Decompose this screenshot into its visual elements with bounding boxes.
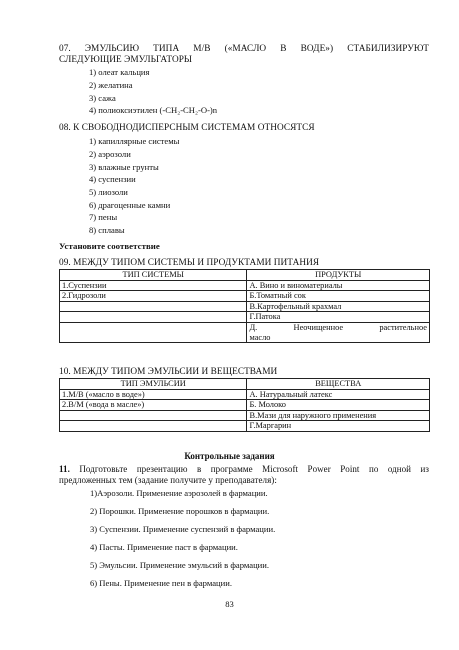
q08-option-1: 1) капиллярные системы [89,136,180,146]
q09-cell-r5-c2-line2: масло [249,332,271,342]
q09-header-products: ПРОДУКТЫ [247,270,430,281]
question-08-title: 08. К СВОБОДНОДИСПЕРСНЫМ СИСТЕМАМ ОТНОСЯТСЯ [59,123,315,133]
q08-option-8: 8) сплавы [89,225,125,235]
task-11-text: Подготовьте презентацию в программе Microsoft Power Point по одной из [69,464,429,474]
q10-cell-r2-c2: Б. Молоко [247,400,430,411]
q07-option-1: 1) олеат кальция [89,67,150,77]
question-09-title: 09. МЕЖДУ ТИПОМ СИСТЕМЫ И ПРОДУКТАМИ ПИТАНИЯ [59,258,320,268]
q08-option-5: 5) лиозоли [89,187,128,197]
question-10-title: 10. МЕЖДУ ТИПОМ ЭМУЛЬСИИ И ВЕЩЕСТВАМИ [59,367,278,377]
q09-header-system: ТИП СИСТЕМЫ [60,270,247,281]
q10-cell-r3-c1 [60,410,247,421]
q09-cell-r4-c1 [60,312,247,323]
q09-cell-r4-c2: Г.Патока [247,312,430,323]
control-tasks-heading: Контрольные задания [184,451,275,461]
q09-cell-r1-c1: 1.Суспензии [60,280,247,291]
q10-cell-r2-c1: 2.В/М («вода в масле») [60,400,247,411]
task-11-number: 11. [59,464,70,474]
topic-5: 5) Эмульсии. Применение эмульсий в фармации. [90,560,270,570]
q08-option-4: 4) суспензии [89,174,136,184]
q10-cell-r4-c2: Г.Маргарин [247,421,430,432]
q10-cell-r1-c2: А. Натуральный латекс [247,389,430,400]
q10-header-substances: ВЕЩЕСТВА [247,379,430,390]
task-11-line1 [59,464,429,475]
topic-6: 6) Пены. Применение пен в фармации. [90,578,232,588]
topic-4: 4) Пасты. Применение паст в фармации. [90,542,238,552]
q09-cell-r2-c1: 2.Гидрозоли [60,291,247,302]
q10-header-emulsion-type: ТИП ЭМУЛЬСИИ [60,379,247,390]
topic-2: 2) Порошки. Применение порошков в фармации. [90,506,270,516]
q09-cell-r5-c2 [247,322,430,342]
q08-option-6: 6) драгоценные камни [89,200,171,210]
q07-option-2: 2) желатина [89,80,133,90]
q09-cell-r5-c2-line1: Д. Неочищенное растительное [249,322,427,332]
q10-cell-r4-c1 [60,421,247,432]
question-07-line2: СЛЕДУЮЩИЕ ЭМУЛЬГАТОРЫ [59,55,193,65]
topic-1: 1)Аэрозоли. Применение аэрозолей в фармации. [90,488,268,498]
q10-cell-r3-c2: В.Мази для наружного применения [247,410,430,421]
q09-cell-r1-c2: А. Вино и виноматериалы [247,280,430,291]
q09-cell-r3-c2: В.Картофельный крахмал [247,301,430,312]
q07-option-3: 3) сажа [89,93,116,103]
question-07-line1: 07. ЭМУЛЬСИЮ ТИПА М/В («МАСЛО В ВОДЕ») СТАБИЛИЗИРУЮТ [59,44,429,54]
q08-option-7: 7) пены [89,212,118,222]
q10-table [59,378,430,432]
q09-table [59,269,430,343]
q08-option-3: 3) влажные грунты [89,162,159,172]
page-number: 83 [225,599,234,609]
topic-3: 3) Суспензии. Применение суспензий в фармации. [90,524,276,534]
q08-option-2: 2) аэрозоли [89,149,131,159]
q10-cell-r1-c1: 1.М/В («масло в воде») [60,389,247,400]
q09-cell-r5-c1 [60,322,247,342]
q09-cell-r2-c2: Б.Томатный сок [247,291,430,302]
task-11-line2: предложенных тем (задание получите у преподавателя): [59,475,277,485]
match-heading: Установите соответствие [59,241,160,251]
q07-option-4: 4) полиоксиэтилен (-CH₂-CH₂-O-)n [89,105,218,115]
q09-cell-r3-c1 [60,301,247,312]
